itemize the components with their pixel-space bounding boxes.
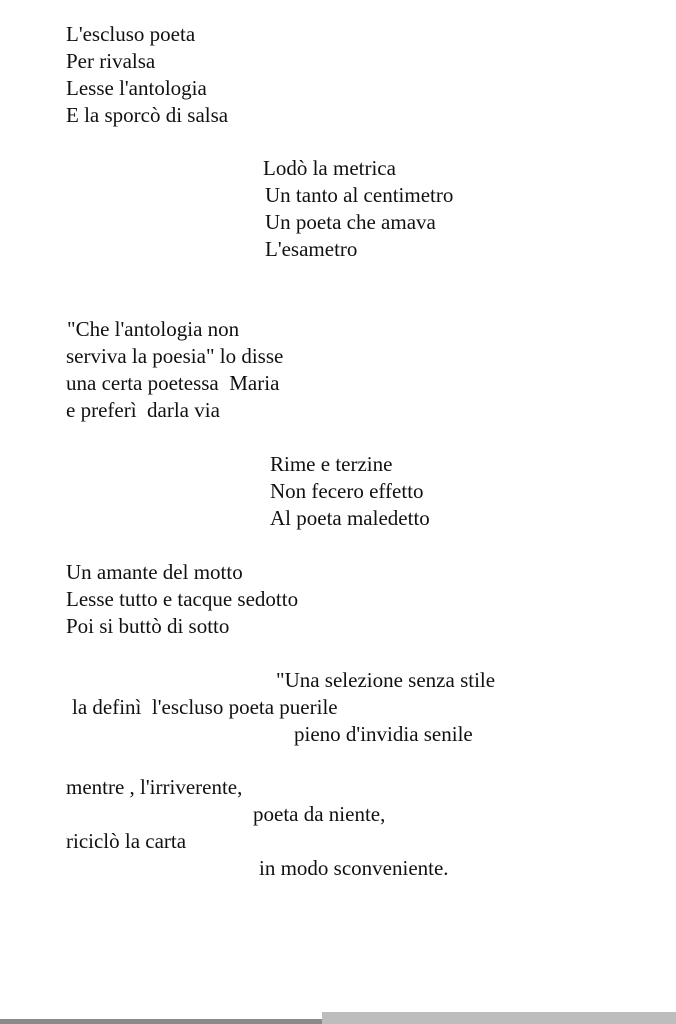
stanza3-line3: una certa poetessa Maria: [66, 371, 280, 395]
stanza3-line4: e preferì darla via: [66, 398, 220, 422]
stanza4-line3: Al poeta maledetto: [270, 506, 430, 530]
stanza7-line2: poeta da niente,: [253, 802, 386, 826]
stanza1-line2: Per rivalsa: [66, 49, 156, 73]
stanza2-line4: L'esametro: [265, 237, 358, 261]
stanza5-line2: Lesse tutto e tacque sedotto: [66, 587, 299, 611]
stanza3-line1: "Che l'antologia non: [67, 317, 240, 341]
bottom-edge-bar-right: [322, 1012, 676, 1024]
stanza2-line1: Lodò la metrica: [263, 156, 396, 180]
stanza2-line3: Un poeta che amava: [265, 210, 436, 234]
stanza5-line3: Poi si buttò di sotto: [66, 614, 230, 638]
stanza3-line2: serviva la poesia" lo disse: [66, 344, 284, 368]
stanza2-line2: Un tanto al centimetro: [265, 183, 454, 207]
stanza1-line1: L'escluso poeta: [66, 22, 196, 46]
stanza5-line1: Un amante del motto: [66, 560, 243, 584]
stanza1-line3: Lesse l'antologia: [66, 76, 207, 100]
bottom-edge-bar-left: [0, 1019, 322, 1024]
stanza1-line4: E la sporcò di salsa: [66, 103, 229, 127]
stanza4-line1: Rime e terzine: [270, 452, 393, 476]
stanza7-line1: mentre , l'irriverente,: [66, 775, 243, 799]
stanza7-line4: in modo sconveniente.: [259, 856, 449, 880]
stanza7-line3: riciclò la carta: [66, 829, 187, 853]
stanza4-line2: Non fecero effetto: [270, 479, 424, 503]
stanza6-line1: "Una selezione senza stile: [276, 668, 496, 692]
stanza6-line3: pieno d'invidia senile: [294, 722, 473, 746]
stanza6-line2: la definì l'escluso poeta puerile: [72, 695, 338, 719]
